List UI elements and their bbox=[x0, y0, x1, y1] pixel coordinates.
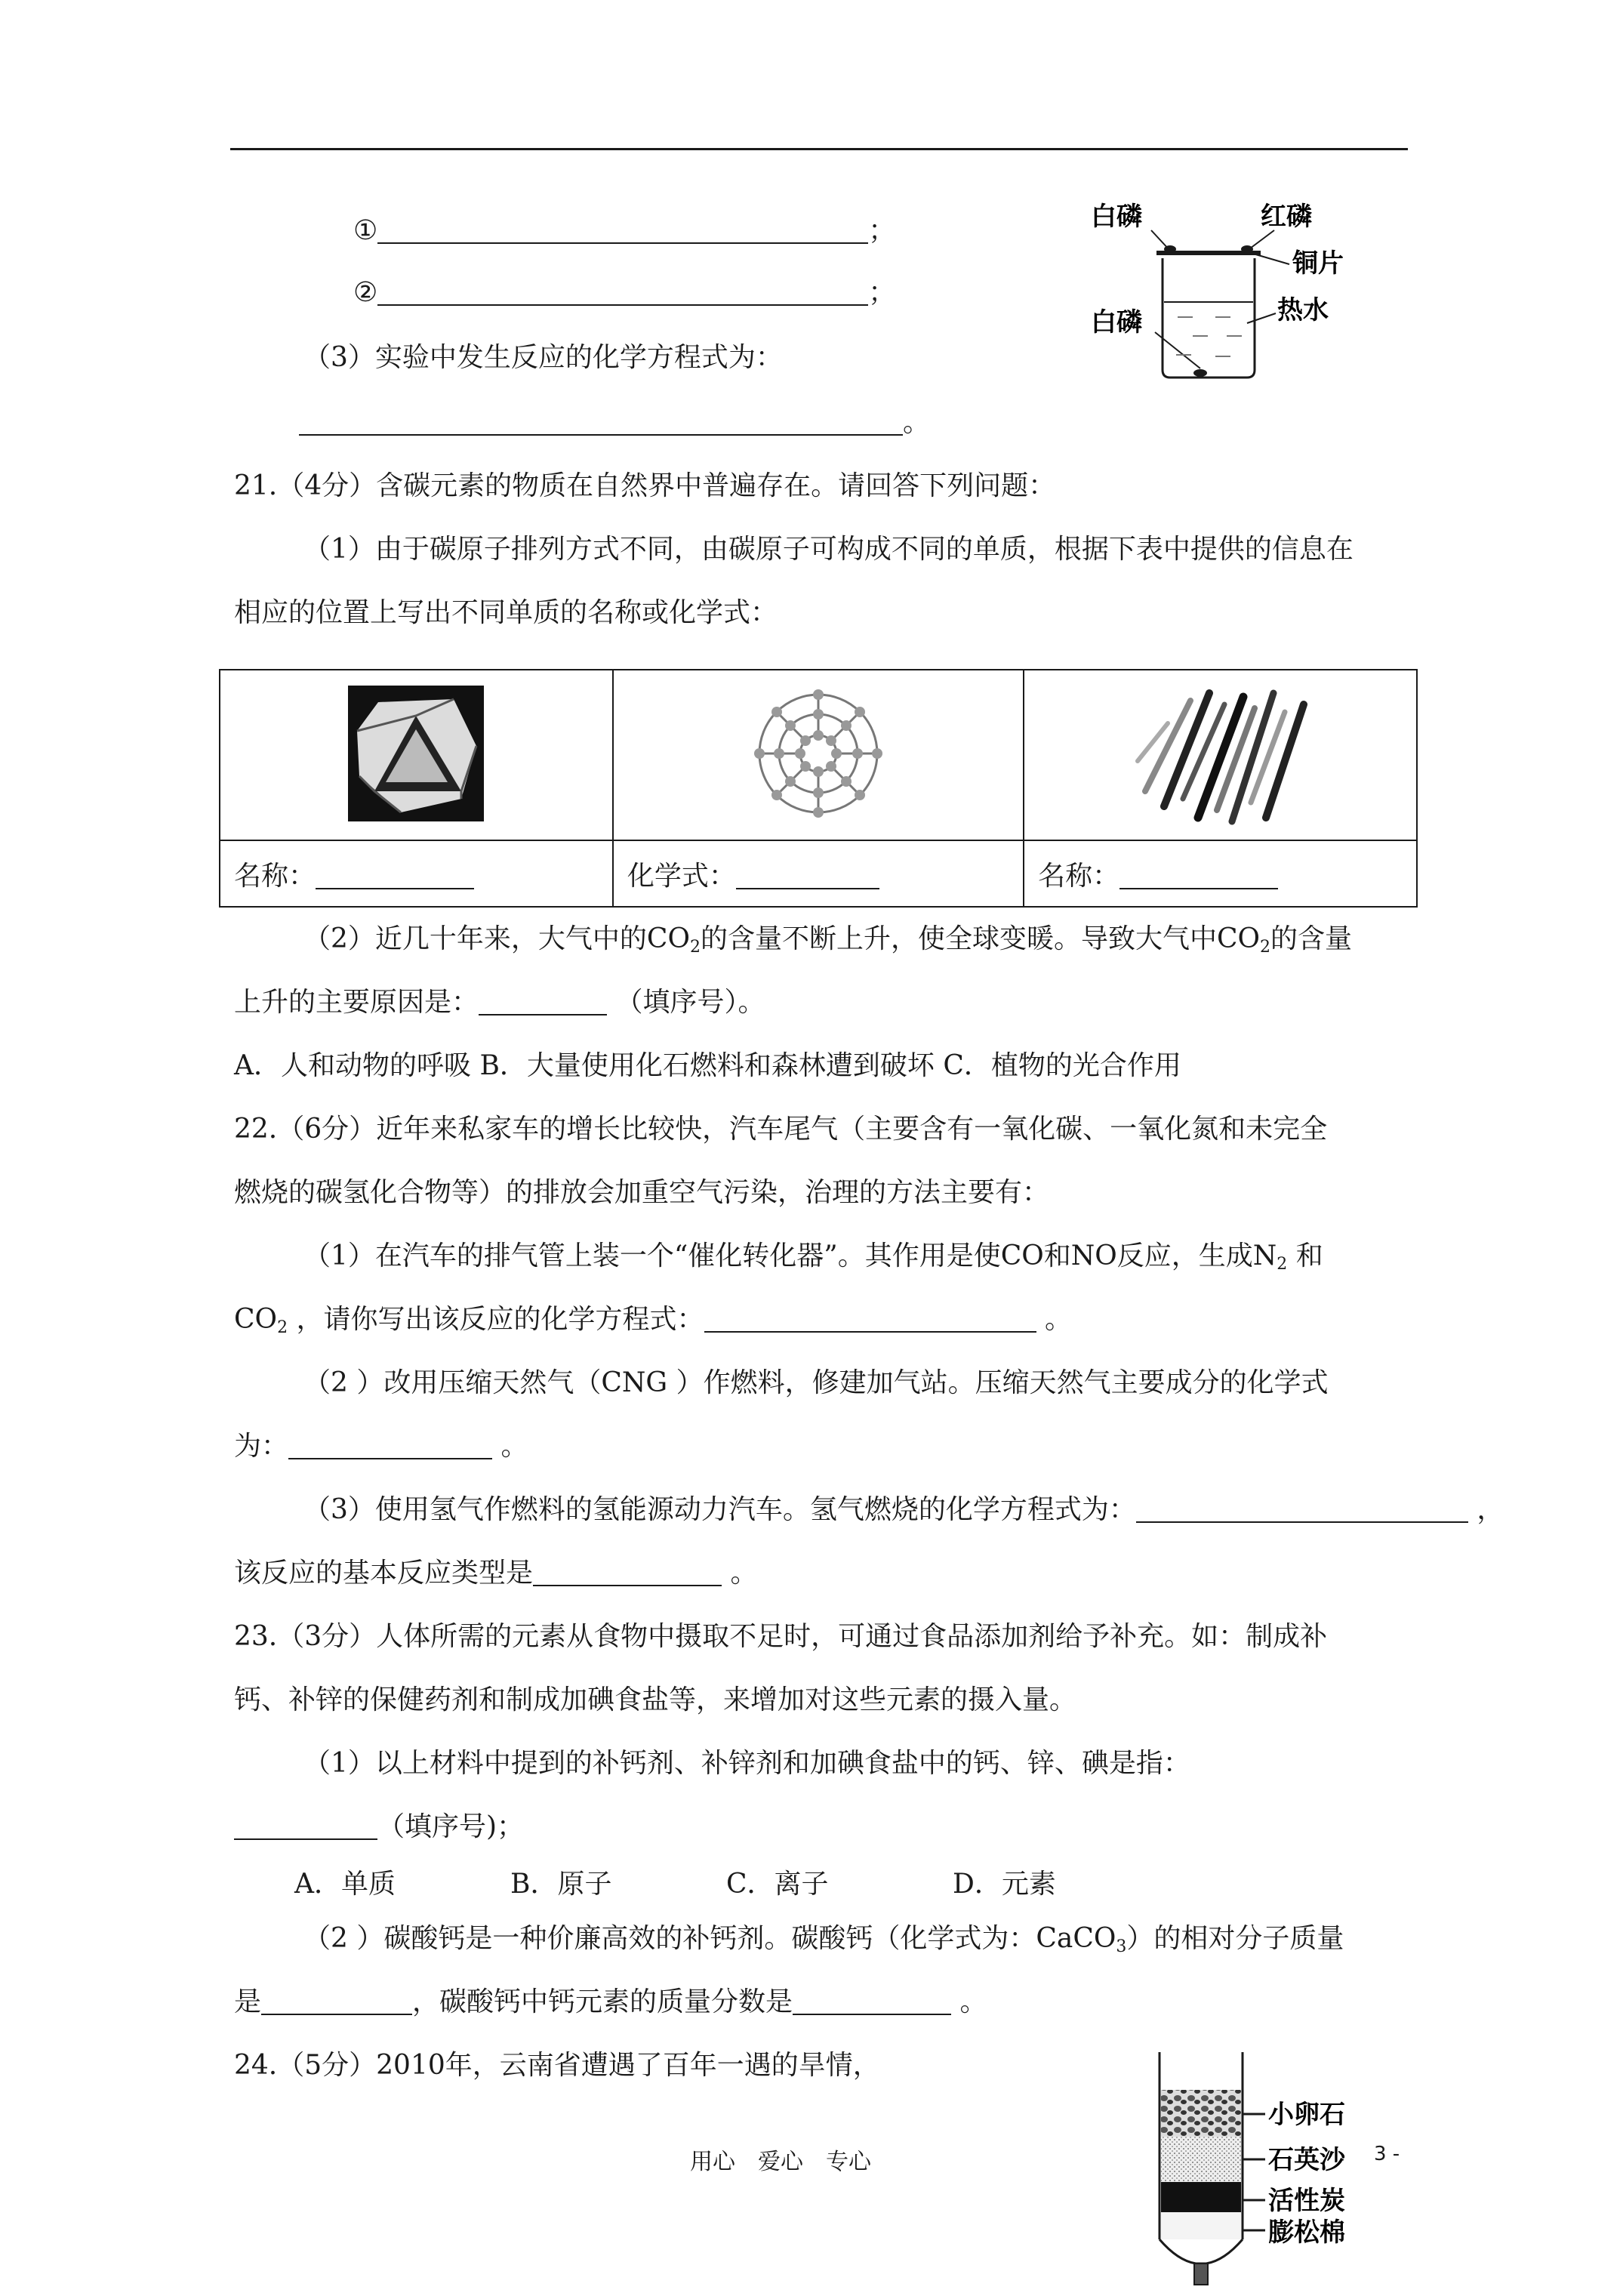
graphite-name-cell: 名称： bbox=[1024, 840, 1417, 907]
q20-part3: （3）实验中发生反应的化学方程式为： bbox=[303, 342, 783, 373]
q23-part2-line2: 是 ，碳酸钙中钙元素的质量分数是 。 bbox=[234, 1986, 987, 2017]
q23-part1-line2: （填序号)； bbox=[234, 1811, 524, 1844]
header-rule bbox=[230, 148, 1408, 150]
q23-option-a: A．单质 bbox=[294, 1869, 396, 1900]
q22-part2-line1: （2 ）改用压缩天然气（CNG ）作燃料，修建加气站。压缩天然气主要成分的化学式 bbox=[303, 1367, 1329, 1398]
c60-cell bbox=[613, 670, 1024, 840]
footer-motto: 用心 爱心 专心 bbox=[690, 2149, 871, 2175]
q23-option-c: C．离子 bbox=[726, 1869, 829, 1900]
label-red-phosphorus: 红磷 bbox=[1261, 202, 1312, 232]
q22-part1-line2: $CO_2$ ，请你写出该反应的化学方程式： 。 bbox=[234, 1304, 1072, 1337]
q23-option-b: B．原子 bbox=[510, 1869, 612, 1900]
q22-part3-line2: 该反应的基本反应类型是 。 bbox=[234, 1558, 758, 1589]
q22-stem-line1: 22.（6分）近年来私家车的增长比较快，汽车尾气（主要含有一氧化碳、一氧化氮和未完全 bbox=[234, 1114, 1328, 1145]
answer-blank[interactable] bbox=[1119, 861, 1278, 889]
c60-formula-cell: 化学式： bbox=[613, 840, 1024, 907]
label-pebble: 小卵石 bbox=[1268, 2100, 1345, 2130]
white-phosphorus-dot bbox=[1164, 245, 1176, 253]
q23-part1: （1）以上材料中提到的补钙剂、补锌剂和加碘食盐中的钙、锌、碘是指： bbox=[303, 1748, 1190, 1779]
answer-blank[interactable] bbox=[377, 277, 868, 306]
label-quartz-sand: 石英沙 bbox=[1268, 2145, 1345, 2175]
q21-part2-line2: 上升的主要原因是： （填序号）。 bbox=[234, 987, 765, 1018]
q22-part3-line1: （3）使用氢气作燃料的氢能源动力汽车。氢气燃烧的化学方程式为： ， bbox=[303, 1494, 1504, 1525]
label-hot-water: 热水 bbox=[1277, 295, 1329, 325]
label-white-phosphorus-bottom: 白磷 bbox=[1091, 307, 1142, 337]
label-white-phosphorus-top: 白磷 bbox=[1091, 202, 1142, 232]
q20-equation-line: 。 bbox=[299, 406, 930, 439]
label-copper-sheet: 铜片 bbox=[1292, 248, 1344, 279]
q21-options: A．人和动物的呼吸 B．大量使用化石燃料和森林遭到破坏 C．植物的光合作用 bbox=[234, 1050, 1181, 1081]
q23-stem-line2: 钙、补锌的保健药剂和制成加碘食盐等，来增加对这些元素的摄入量。 bbox=[234, 1684, 1077, 1715]
q23-part2-line1: （2 ）碳酸钙是一种价廉高效的补钙剂。碳酸钙（化学式为：CaCO$_3$）的相对分子质量 bbox=[303, 1923, 1344, 1956]
answer-blank[interactable] bbox=[1136, 1494, 1468, 1523]
q23-option-d: D．元素 bbox=[953, 1869, 1056, 1900]
red-phosphorus-dot bbox=[1241, 245, 1253, 253]
cotton-layer bbox=[1161, 2212, 1241, 2239]
answer-blank[interactable] bbox=[377, 215, 868, 244]
answer-blank[interactable] bbox=[736, 861, 879, 889]
diamond-image bbox=[348, 686, 484, 821]
answer-blank[interactable] bbox=[533, 1558, 722, 1586]
q20-item-1: ① ； bbox=[353, 215, 896, 246]
graphite-cell bbox=[1024, 670, 1417, 840]
page-number: 3 - bbox=[1374, 2143, 1400, 2165]
q21-stem: 21.（4分）含碳元素的物质在自然界中普遍存在。请回答下列问题： bbox=[234, 470, 1056, 501]
c60-fullerene-image bbox=[743, 686, 894, 821]
q21-part2-line1: （2）近几十年来，大气中的$CO_2$的含量不断上升，使全球变暖。导致大气中$CO_2$的含量 bbox=[303, 923, 1353, 957]
label-cotton: 膨松棉 bbox=[1268, 2217, 1345, 2248]
answer-blank[interactable] bbox=[234, 1811, 377, 1840]
q22-part1-line1: （1）在汽车的排气管上装一个“催化转化器”。其作用是使CO和NO反应，生成$N_2$ 和 bbox=[303, 1240, 1323, 1274]
q20-item-2: ② ； bbox=[353, 277, 896, 308]
q24-stem: 24.（5分）2010年，云南省遭遇了百年一遇的旱情， bbox=[234, 2050, 880, 2081]
beaker bbox=[1163, 258, 1255, 378]
answer-blank[interactable] bbox=[288, 1431, 492, 1459]
answer-blank[interactable] bbox=[261, 1986, 412, 2015]
q21-part1-line2: 相应的位置上写出不同单质的名称或化学式： bbox=[234, 597, 778, 628]
q23-stem-line1: 23.（3分）人体所需的元素从食物中摄取不足时，可通过食品添加剂给予补充。如：制成补 bbox=[234, 1621, 1328, 1652]
graphite-rods-image bbox=[1123, 678, 1319, 829]
answer-blank[interactable] bbox=[299, 407, 903, 436]
label-activated-carbon: 活性炭 bbox=[1268, 2186, 1345, 2216]
q21-part1-line1: （1）由于碳原子排列方式不同，由碳原子可构成不同的单质，根据下表中提供的信息在 bbox=[303, 534, 1354, 565]
carbon-allotrope-table bbox=[219, 669, 1418, 908]
q22-part2-line2: 为： 。 bbox=[234, 1431, 528, 1462]
activated-carbon-layer bbox=[1161, 2182, 1241, 2212]
quartz-sand-layer bbox=[1161, 2137, 1241, 2182]
answer-blank[interactable] bbox=[479, 987, 607, 1015]
q22-stem-line2: 燃烧的碳氢化合物等）的排放会加重空气污染，治理的方法主要有： bbox=[234, 1177, 1050, 1208]
answer-blank[interactable] bbox=[793, 1986, 951, 2015]
diamond-cell bbox=[220, 670, 613, 840]
submerged-white-phosphorus bbox=[1193, 369, 1207, 377]
water-filter-figure bbox=[1132, 2052, 1404, 2296]
phosphorus-experiment-figure bbox=[1072, 189, 1389, 393]
answer-blank[interactable] bbox=[316, 861, 474, 889]
answer-blank[interactable] bbox=[704, 1304, 1036, 1333]
pebble-layer bbox=[1161, 2090, 1241, 2137]
diamond-name-cell: 名称： bbox=[220, 840, 613, 907]
